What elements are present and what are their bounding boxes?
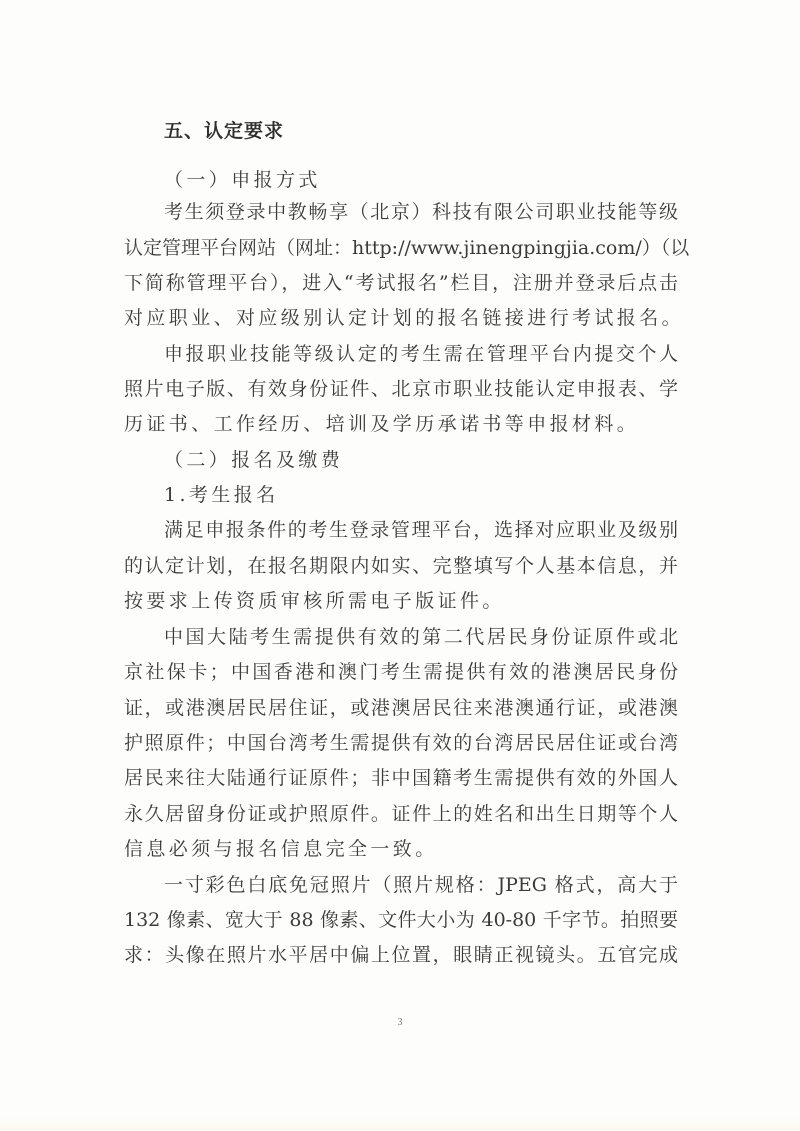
- paragraph-line: 认定管理平台网站（网址：http://www.jinengpingjia.com/）（以: [124, 237, 690, 259]
- paragraph-line: 历证书、工作经历、培训及学历承诺书等申报材料。: [124, 413, 640, 435]
- item-1-title: 1.考生报名: [164, 484, 279, 506]
- paragraph-line: 下简称管理平台），进入“考试报名”栏目，注册并登录后点击: [124, 272, 678, 294]
- paragraph-line: 永久居留身份证或护照原件。证件上的姓名和出生日期等个人: [124, 803, 678, 825]
- paragraph-line: 求：头像在照片水平居中偏上位置，眼睛正视镜头。五官完成: [124, 944, 678, 966]
- paragraph-line: 132 像素、宽大于 88 像素、文件大小为 40-80 千字节。拍照要: [124, 909, 678, 931]
- paragraph-line: 照片电子版、有效身份证件、北京市职业技能认定申报表、学: [124, 378, 678, 400]
- subsection-1-title: （一）申报方式: [164, 169, 321, 191]
- paragraph-line: 证，或港澳居民居住证，或港澳居民往来港澳通行证，或港澳: [124, 697, 678, 719]
- paragraph-line: 申报职业技能等级认定的考生需在管理平台内提交个人: [164, 343, 678, 365]
- paragraph-line: 按要求上传资质审核所需电子版证件。: [124, 590, 505, 612]
- paragraph-line: 对应职业、对应级别认定计划的报名链接进行考试报名。: [124, 307, 685, 329]
- subsection-2-title: （二）报名及缴费: [164, 449, 344, 471]
- paragraph-line: 满足申报条件的考生登录管理平台，选择对应职业及级别: [164, 519, 678, 541]
- paragraph-line: 居民来往大陆通行证原件；非中国籍考生需提供有效的外国人: [124, 767, 678, 789]
- paragraph-line: 的认定计划，在报名期限内如实、完整填写个人基本信息，并: [124, 555, 678, 577]
- paragraph-line: 护照原件；中国台湾考生需提供有效的台湾居民居住证或台湾: [124, 732, 678, 754]
- paragraph-line: 京社保卡；中国香港和澳门考生需提供有效的港澳居民身份: [124, 661, 678, 683]
- scan-edge-decoration: [0, 1117, 800, 1131]
- paragraph-line: 信息必须与报名信息完全一致。: [124, 838, 438, 860]
- section-heading: 五、认定要求: [164, 120, 285, 142]
- paragraph-line: 中国大陆考生需提供有效的第二代居民身份证原件或北: [164, 626, 678, 648]
- page-number: 3: [397, 1017, 403, 1028]
- paragraph-line: 考生须登录中教畅享（北京）科技有限公司职业技能等级: [164, 201, 678, 223]
- paragraph-line: 一寸彩色白底免冠照片（照片规格：JPEG 格式，高大于: [164, 874, 678, 896]
